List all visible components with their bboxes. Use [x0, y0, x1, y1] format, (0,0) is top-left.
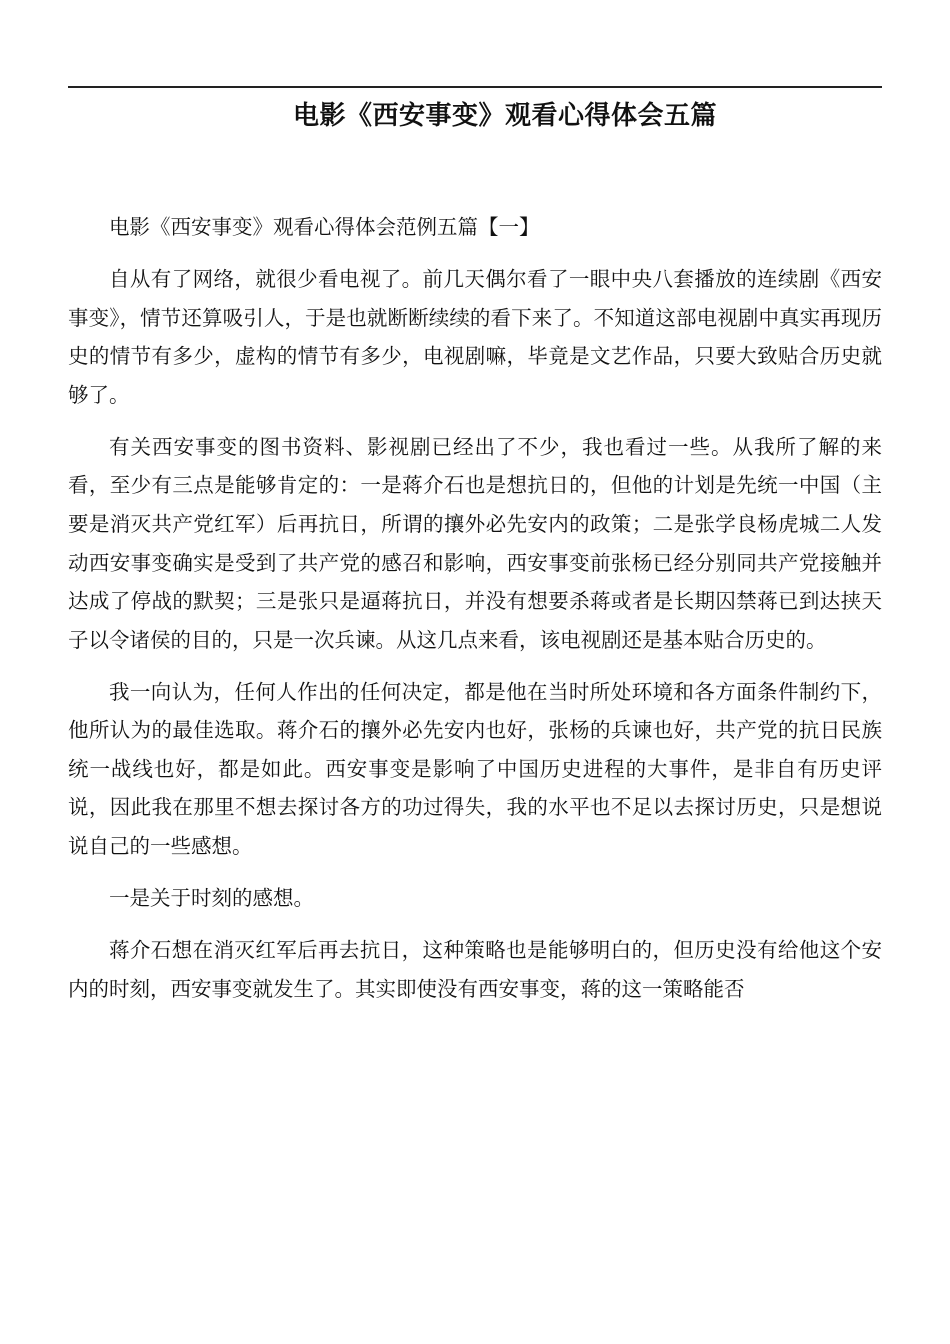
- section-heading: 电影《西安事变》观看心得体会范例五篇【一】: [109, 215, 540, 239]
- paragraph: 自从有了网络，就很少看电视了。前几天偶尔看了一眼中央八套播放的连续剧《西安事变》，情节还算吸引人，于是也就断断续续的看下来了。不知道这部电视剧中真实再现历史的情节有多少，虚构的情节有多少，电视剧嘛，毕竟是文艺作品，只要大致贴合历史就够了。: [68, 266, 882, 407]
- paragraph: 有关西安事变的图书资料、影视剧已经出了不少，我也看过一些。从我所了解的来看，至少有三点是能够肯定的：一是蒋介石也是想抗日的，但他的计划是先统一中国（主要是消灭共产党红军）后再抗日，所谓的攘外必先安内的政策；二是张学良杨虎城二人发动西安事变确实是受到了共产党的感召和影响，西安事变前张杨已经分别同共产党接触并达成了停战的默契；三是张只是逼蒋抗日，并没有想要杀蒋或者是长期囚禁蒋已到达挟天子以令诸侯的目的，只是一次兵谏。从这几点来看，该电视剧还是基本贴合历史的。: [68, 434, 882, 652]
- header-rule: [68, 86, 882, 88]
- document-title: 电影《西安事变》观看心得体会五篇: [292, 101, 717, 131]
- subheading: 一是关于时刻的感想。: [109, 886, 314, 911]
- paragraph: 蒋介石想在消灭红军后再去抗日，这种策略也是能够明白的，但历史没有给他这个安内的时刻，西安事变就发生了。其实即使没有西安事变，蒋的这一策略能否: [68, 938, 882, 1001]
- document-body: [68, 208, 882, 1008]
- paragraph: 我一向认为，任何人作出的任何决定，都是他在当时所处环境和各方面条件制约下，他所认为的最佳选取。蒋介石的攘外必先安内也好，张杨的兵谏也好，共产党的抗日民族统一战线也好，都是如此。西安事变是影响了中国历史进程的大事件，是非自有历史评说，因此我在那里不想去探讨各方的功过得失，我的水平也不足以去探讨历史，只是想说说自己的一些感想。: [68, 679, 882, 859]
